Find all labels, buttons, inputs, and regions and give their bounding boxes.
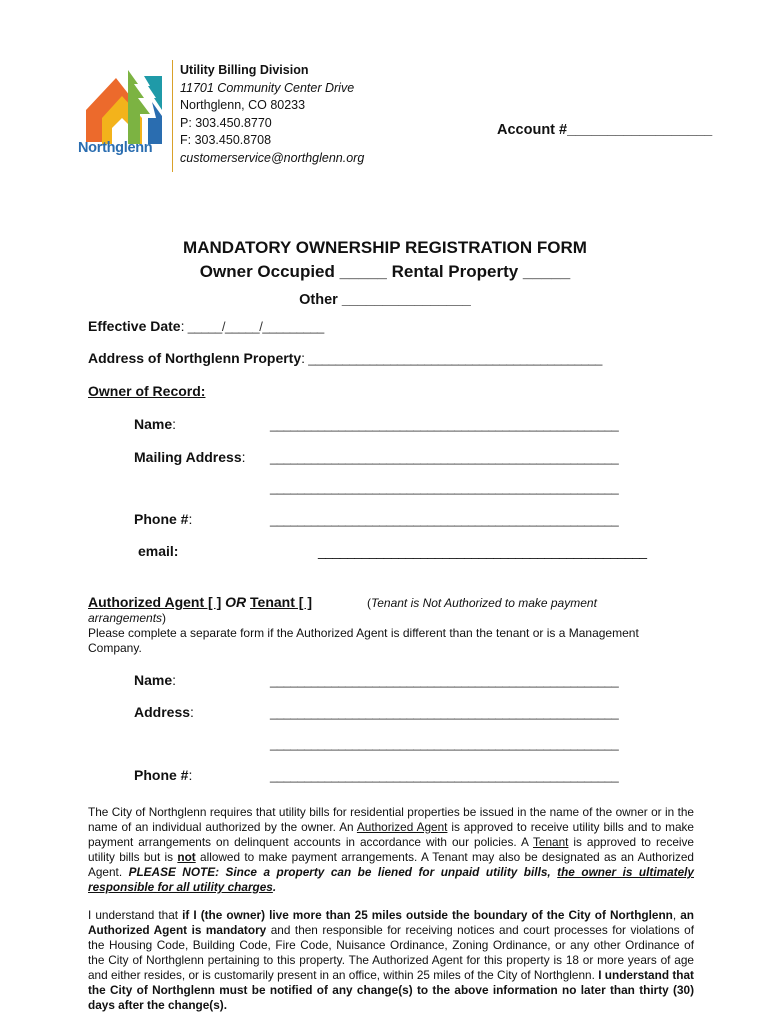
email-address[interactable]: customerservice@northglenn.org — [180, 150, 365, 165]
header-address — [180, 62, 364, 167]
property-type-other[interactable]: Other ________________ — [299, 292, 471, 308]
fax-number: F: 303.450.8708 — [180, 133, 272, 147]
owner-name-blank[interactable]: ___________________________________________________ — [270, 417, 619, 432]
property-address-label: Address of Northglenn Property — [88, 350, 302, 366]
owner-phone-blank[interactable]: ___________________________________________________ — [270, 512, 619, 527]
account-number-field[interactable]: Account #__________________ — [497, 122, 713, 138]
form-title: MANDATORY OWNERSHIP REGISTRATION FORM — [183, 238, 587, 257]
tenant-checkbox[interactable]: Tenant [ ] — [250, 594, 312, 610]
owner-phone-label: Phone #: — [134, 511, 193, 527]
owner-mailing-label: Mailing Address: — [134, 449, 246, 465]
agent-name-blank[interactable]: ___________________________________________________ — [270, 673, 619, 688]
tenant-note: (Tenant is Not Authorized to make payment arrangements) — [88, 596, 597, 625]
owner-mailing-blank-2[interactable]: ___________________________________________________ — [270, 480, 619, 495]
street-address: 11701 Community Center Drive — [180, 80, 355, 95]
effective-date-label: Effective Date — [88, 318, 181, 334]
agent-tenant-heading[interactable]: Authorized Agent [ ] OR Tenant [ ] — [88, 594, 312, 610]
agent-address-blank-2[interactable]: ___________________________________________________ — [270, 736, 619, 751]
division-name: Utility Billing Division — [180, 63, 309, 77]
owner-acknowledgement-paragraph: I understand that if I (the owner) live more than 25 miles outside the boundary of the City of Northglenn, an Authorized Agent is mandatory and then responsible for receiving notices and court processes for violations of the Housing Code, Building Code, Fire Code, Nuisance Ordinance, Zoning Ordinance, or any other Ordinance of the City of Northglenn pertaining to this property. The Authorized Agent for this property is 18 or more years of age and either resides, or is customarily present in an office, within 25 miles of the City of Northglenn. I understand that the City of Northglenn must be notified of any change(s) to the above information no later than thirty (30) days after the change(s). — [88, 908, 694, 1012]
owner-mailing-blank-1[interactable]: ___________________________________________________ — [270, 450, 619, 465]
owner-email-blank[interactable]: _____________________________________________ — [318, 544, 647, 559]
city-state-zip: Northglenn, CO 80233 — [180, 98, 306, 112]
owner-email-label: email: — [138, 543, 179, 559]
phone-number: P: 303.450.8770 — [180, 115, 272, 130]
agent-phone-blank[interactable]: ___________________________________________________ — [270, 768, 619, 783]
property-address-blank[interactable]: ___________________________________________ — [305, 351, 602, 366]
agent-phone-label: Phone #: — [134, 767, 193, 783]
agent-address-label: Address: — [134, 704, 194, 720]
header-divider — [172, 60, 173, 172]
logo-wordmark: Northglenn — [78, 140, 153, 156]
policy-paragraph: The City of Northglenn requires that utility bills for residential properties be issued in the name of the owner or in the name of an individual authorized by the owner. An Authorized Agent is approved to receive utility bills and to make payment arrangements on delinquent accounts in accordance with our policies. A Tenant is approved to receive utility bills but is not allowed to make payment arrangements. A Tenant may also be designated as an Authorized Agent. PLEASE NOTE: Since a property can be liened for unpaid utility bills, the owner is ultimately responsible for all utility charges. — [88, 805, 694, 894]
effective-date-blank[interactable]: _____/_____/_________ — [184, 319, 324, 334]
property-address-row[interactable]: Address of Northglenn Property: ___________________________________________ — [88, 350, 602, 366]
agent-address-blank-1[interactable]: ___________________________________________________ — [270, 705, 619, 720]
property-type-line[interactable]: Owner Occupied _____ Rental Property _____ — [199, 262, 571, 281]
owner-name-label: Name: — [134, 416, 177, 432]
effective-date-row[interactable]: Effective Date: _____/_____/_________ — [88, 318, 324, 334]
agent-instruction: Please complete a separate form if the Authorized Agent is different than the tenant or is a Management Company. — [88, 626, 639, 655]
agent-name-label: Name: — [134, 672, 177, 688]
authorized-agent-checkbox[interactable]: Authorized Agent [ ] — [88, 594, 222, 610]
owner-of-record-heading: Owner of Record: — [88, 383, 206, 399]
